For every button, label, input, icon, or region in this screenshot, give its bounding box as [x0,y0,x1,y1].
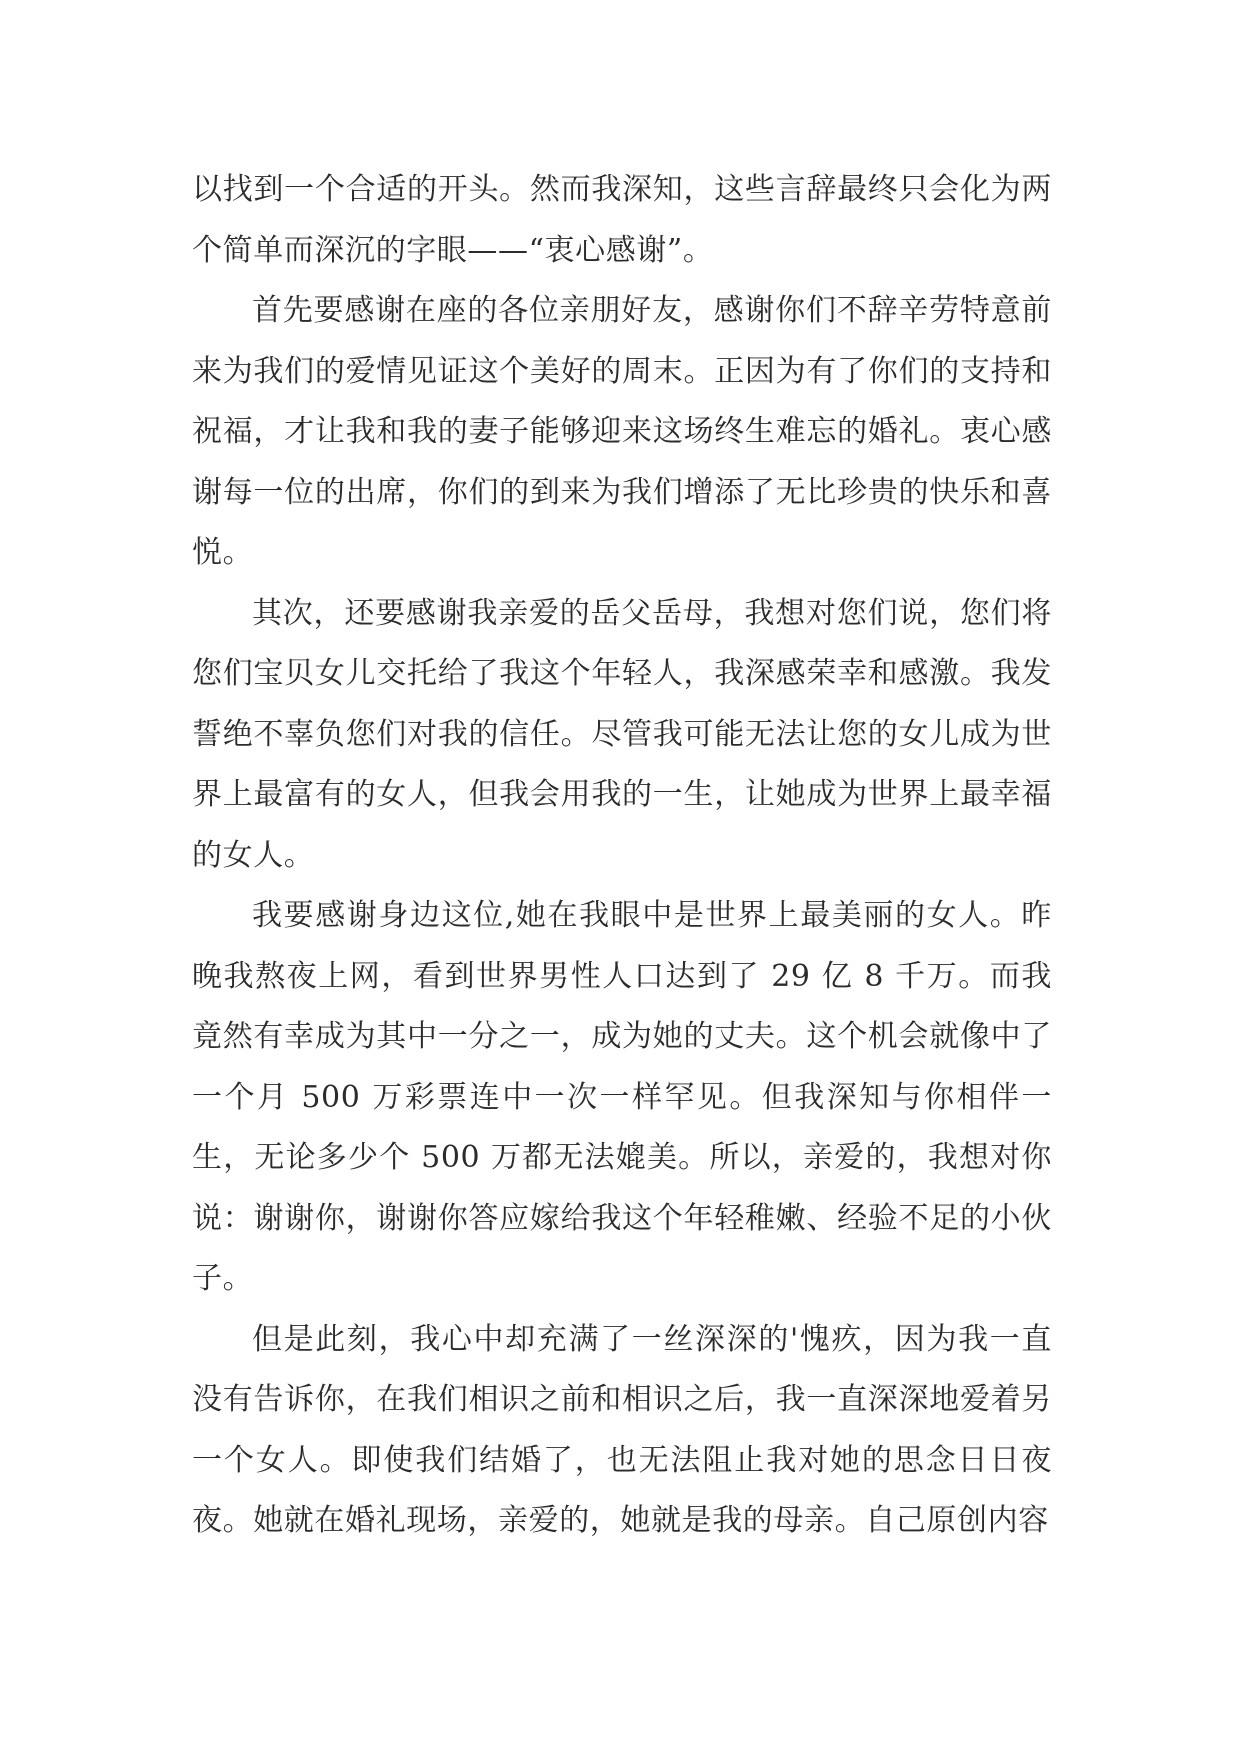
paragraph-thank-wife: 我要感谢身边这位,她在我眼中是世界上最美丽的女人。昨晚我熬夜上网，看到世界男性人口达到了 29 亿 8 千万。而我竟然有幸成为其中一分之一，成为她的丈夫。这个机会就像中了一个月 500 万彩票连中一次一样罕见。但我深知与你相伴一生，无论多少个 500 万都无法媲美。所以，亲爱的，我想对你说：谢谢你，谢谢你答应嫁给我这个年轻稚嫩、经验不足的小伙子。 [192,898,1052,1296]
paragraph-continuation: 以找到一个合适的开头。然而我深知，这些言辞最终只会化为两个简单而深沉的字眼——“衷心感谢”。 [192,172,1052,268]
document-page [192,160,1052,1552]
paragraph-thank-guests: 首先要感谢在座的各位亲朋好友，感谢你们不辞辛劳特意前来为我们的爱情见证这个美好的周末。正因为有了你们的支持和祝福，才让我和我的妻子能够迎来这场终生难忘的婚礼。衷心感谢每一位的出席，你们的到来为我们增添了无比珍贵的快乐和喜悦。 [192,293,1052,570]
paragraph-thank-parents-in-law: 其次，还要感谢我亲爱的岳父岳母，我想对您们说，您们将您们宝贝女儿交托给了我这个年轻人，我深感荣幸和感激。我发誓绝不辜负您们对我的信任。尽管我可能无法让您的女儿成为世界上最富有的女人，但我会用我的一生，让她成为世界上最幸福的女人。 [192,595,1052,873]
paragraph-thank-mother: 但是此刻，我心中却充满了一丝深深的'愧疚，因为我一直没有告诉你，在我们相识之前和相识之后，我一直深深地爱着另一个女人。即使我们结婚了，也无法阻止我对她的思念日日夜夜。她就在婚礼现场，亲爱的，她就是我的母亲。自己原创内容 [192,1321,1052,1538]
